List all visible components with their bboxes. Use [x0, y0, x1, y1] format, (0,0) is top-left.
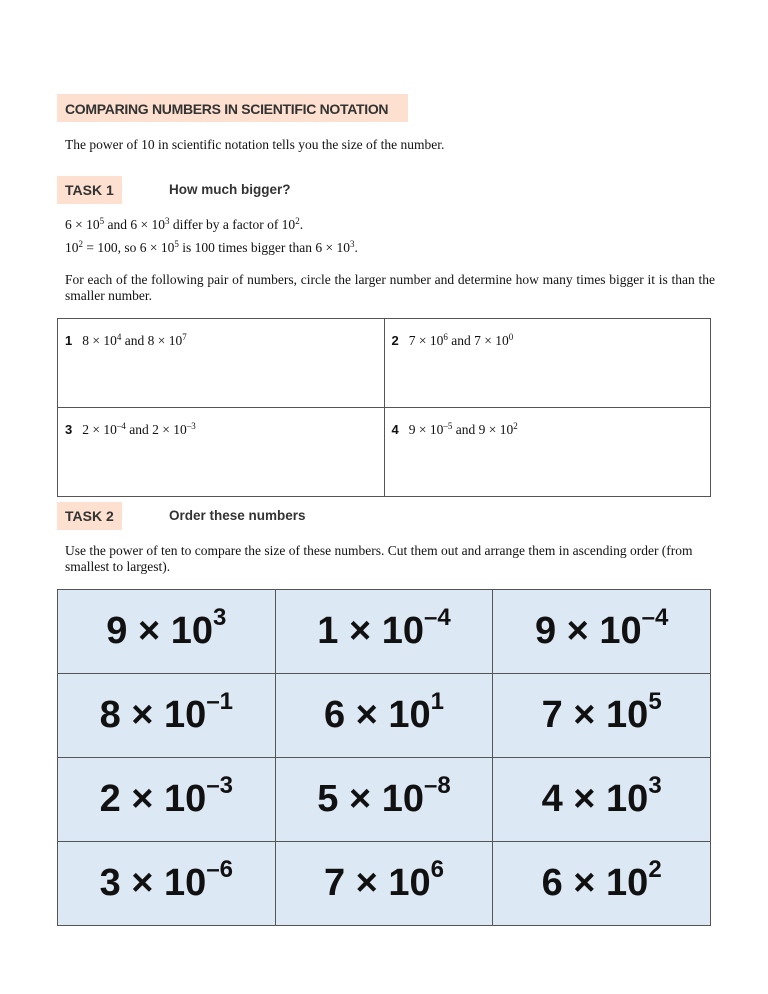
- number-card[interactable]: [275, 674, 493, 758]
- card-exponent: 3: [213, 604, 227, 631]
- intro-text: The power of 10 in scientific notation tells you the size of the number.: [65, 137, 445, 152]
- number-card[interactable]: [493, 674, 711, 758]
- card-base: 9 × 10: [106, 610, 213, 652]
- question-1[interactable]: 1 $8 \times 10^4$ and $8 \times 10^7$: [58, 319, 385, 408]
- card-exponent: –4: [423, 604, 451, 631]
- task2-label: TASK 2: [57, 502, 122, 530]
- card-base: 2 × 10: [99, 778, 207, 820]
- section-header: COMPARING NUMBERS IN SCIENTIFIC NOTATION: [57, 94, 408, 122]
- card-base: 3 × 10: [99, 862, 207, 904]
- number-card[interactable]: [275, 590, 493, 674]
- number-card[interactable]: [58, 674, 276, 758]
- number-card[interactable]: [58, 842, 276, 926]
- card-base: 1 × 10: [317, 610, 424, 652]
- card-base: 4 × 10: [541, 778, 649, 820]
- task1-instruction: For each of the following pair of numbers, circle the larger number and determine how many times bigger it is than the smaller number.: [65, 272, 715, 303]
- task1-label: TASK 1: [57, 176, 122, 204]
- task1-title: How much bigger?: [169, 182, 291, 197]
- card-base: 6 × 10: [323, 694, 431, 736]
- task2-title: Order these numbers: [169, 508, 306, 523]
- card-exponent: –4: [641, 604, 669, 631]
- card-exponent: –8: [423, 772, 451, 799]
- card-base: 5 × 10: [317, 778, 424, 820]
- task1-questions-table: [57, 318, 711, 497]
- number-card[interactable]: [275, 758, 493, 842]
- card-base: 6 × 10: [541, 862, 649, 904]
- task2-instruction: Use the power of ten to compare the size of these numbers. Cut them out and arrange them in ascending order (from smallest to largest).: [65, 543, 693, 574]
- card-exponent: 6: [430, 856, 445, 883]
- card-base: 9 × 10: [534, 610, 642, 652]
- card-exponent: 1: [430, 688, 445, 715]
- number-card[interactable]: [493, 590, 711, 674]
- card-base: 8 × 10: [99, 694, 207, 736]
- question-4[interactable]: 4 $9 \times 10^{-5}$ and $9 \times 10^2$: [384, 408, 711, 497]
- number-card[interactable]: [493, 842, 711, 926]
- example-line-2: $10^2 = 100$, so $6 \times 10^5$ is 100 times bigger than $6 \times 10^3$.: [65, 239, 358, 255]
- question-3[interactable]: 3 $2 \times 10^{-4}$ and $2 \times 10^{-3}$: [58, 408, 385, 497]
- card-base: 7 × 10: [323, 862, 431, 904]
- card-exponent: –3: [206, 772, 234, 799]
- card-base: 7 × 10: [541, 694, 649, 736]
- card-exponent: 5: [648, 688, 662, 715]
- example-line-1: $6 \times 10^5$ and $6 \times 10^3$ differ by a factor of $10^2$.: [65, 216, 304, 232]
- number-card[interactable]: [58, 758, 276, 842]
- number-card[interactable]: [275, 842, 493, 926]
- card-exponent: –6: [206, 856, 234, 883]
- number-card[interactable]: [493, 758, 711, 842]
- card-exponent: 3: [648, 772, 662, 799]
- card-exponent: –1: [206, 688, 234, 715]
- card-exponent: 2: [648, 856, 662, 883]
- question-2[interactable]: 2 $7 \times 10^6$ and $7 \times 10^0$: [384, 319, 711, 408]
- number-card[interactable]: [58, 590, 276, 674]
- number-cards-grid: [57, 589, 711, 926]
